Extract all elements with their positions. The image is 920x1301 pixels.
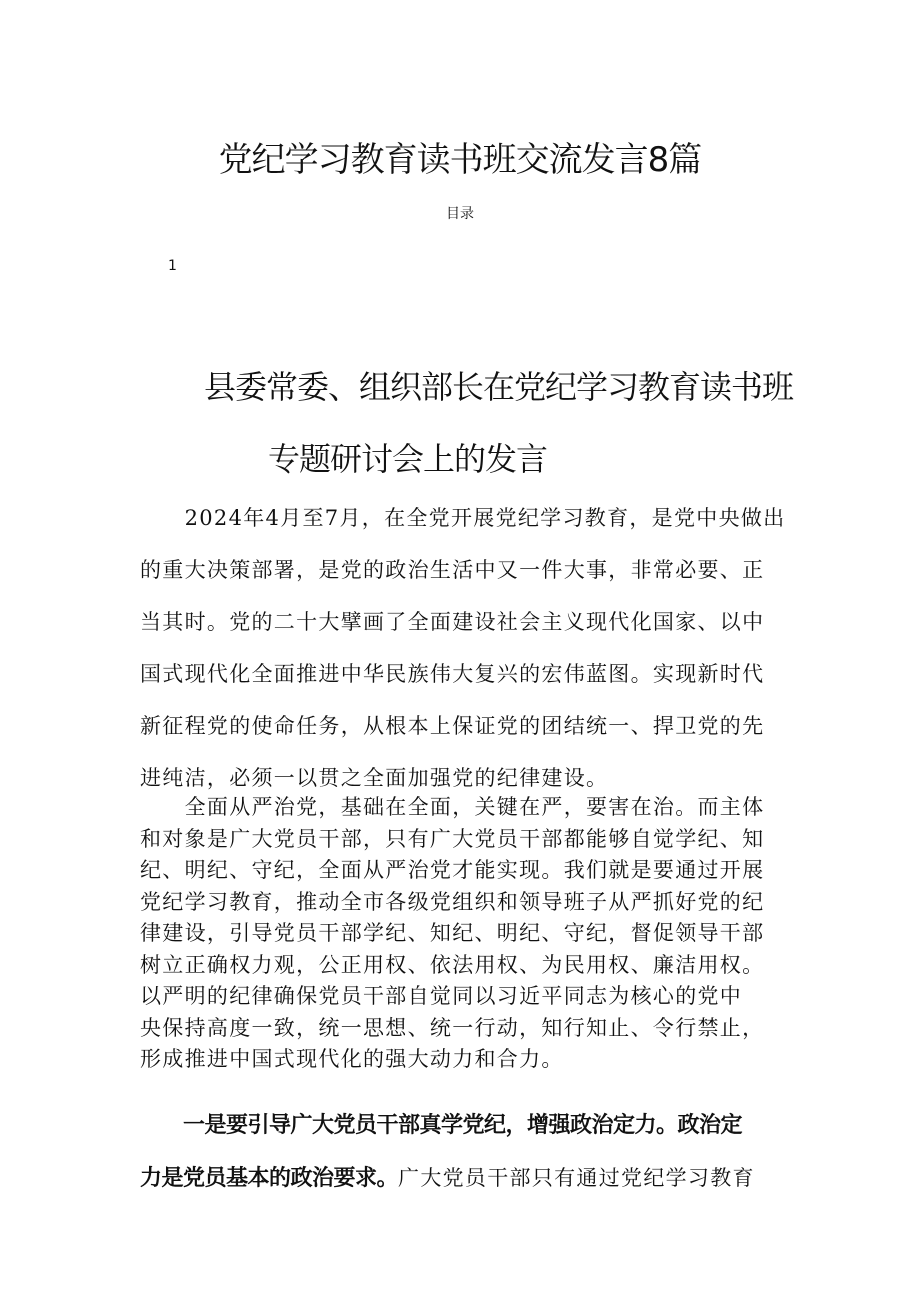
- paragraph-3: [140, 1100, 785, 1205]
- paragraph-1-line: 的重大决策部署，是党的政治生活中又一件大事，非常必要、正: [140, 558, 765, 582]
- paragraph-2-line: 树立正确权力观，公正用权、依法用权、为民用权、廉洁用权。: [140, 952, 765, 977]
- toc-number: 1: [168, 258, 177, 274]
- paragraph-3-line2-normal: 广大党员干部只有通过党纪学习教育: [398, 1166, 755, 1190]
- paragraph-1: [140, 492, 785, 804]
- section-heading-line2: 专题研讨会上的发言: [268, 440, 548, 478]
- paragraph-1-line: 2024年4月至7月，在全党开展党纪学习教育，是党中央做出: [140, 506, 786, 530]
- paragraph-1-line: 国式现代化全面推进中华民族伟大复兴的宏伟蓝图。实现新时代: [140, 662, 765, 686]
- paragraph-2-line: 党纪学习教育，推动全市各级党组织和领导班子从严抓好党的纪: [140, 889, 765, 914]
- paragraph-1-line: 当其时。党的二十大擘画了全面建设社会主义现代化国家、以中: [140, 610, 765, 634]
- paragraph-1-line: 进纯洁，必须一以贯之全面加强党的纪律建设。: [140, 766, 609, 790]
- paragraph-3-line1-bold: 一是要引导广大党员干部真学党纪，增强政治定力。政治定: [140, 1113, 743, 1138]
- section-heading-line1: 县委常委、组织部长在党纪学习教育读书班: [204, 368, 794, 406]
- paragraph-2: [140, 792, 785, 1076]
- paragraph-2-line: 律建设，引导党员干部学纪、知纪、明纪、守纪，督促领导干部: [140, 921, 765, 945]
- paragraph-2-line: 纪、明纪、守纪，全面从严治党才能实现。我们就是要通过开展: [140, 858, 765, 882]
- paragraph-3-line2: [140, 1152, 785, 1205]
- paragraph-2-line: 形成推进中国式现代化的强大动力和合力。: [140, 1047, 564, 1071]
- toc-label: 目录: [446, 206, 474, 222]
- paragraph-2-line: 央保持高度一致，统一思想、统一行动，知行知止、令行禁止，: [140, 1015, 765, 1040]
- paragraph-2-line: 以严明的纪律确保党员干部自觉同以习近平同志为核心的党中: [140, 984, 743, 1008]
- paragraph-1-line: 新征程党的使命任务，从根本上保证党的团结统一、捍卫党的先: [140, 714, 765, 738]
- paragraph-3-line2-bold: 力是党员基本的政治要求。: [140, 1166, 399, 1191]
- paragraph-2-line: 全面从严治党，基础在全面，关键在严，要害在治。而主体: [140, 795, 765, 819]
- document-title: 党纪学习教育读书班交流发言8篇: [218, 140, 702, 180]
- paragraph-2-line: 和对象是广大党员干部，只有广大党员干部都能够自觉学纪、知: [140, 826, 765, 851]
